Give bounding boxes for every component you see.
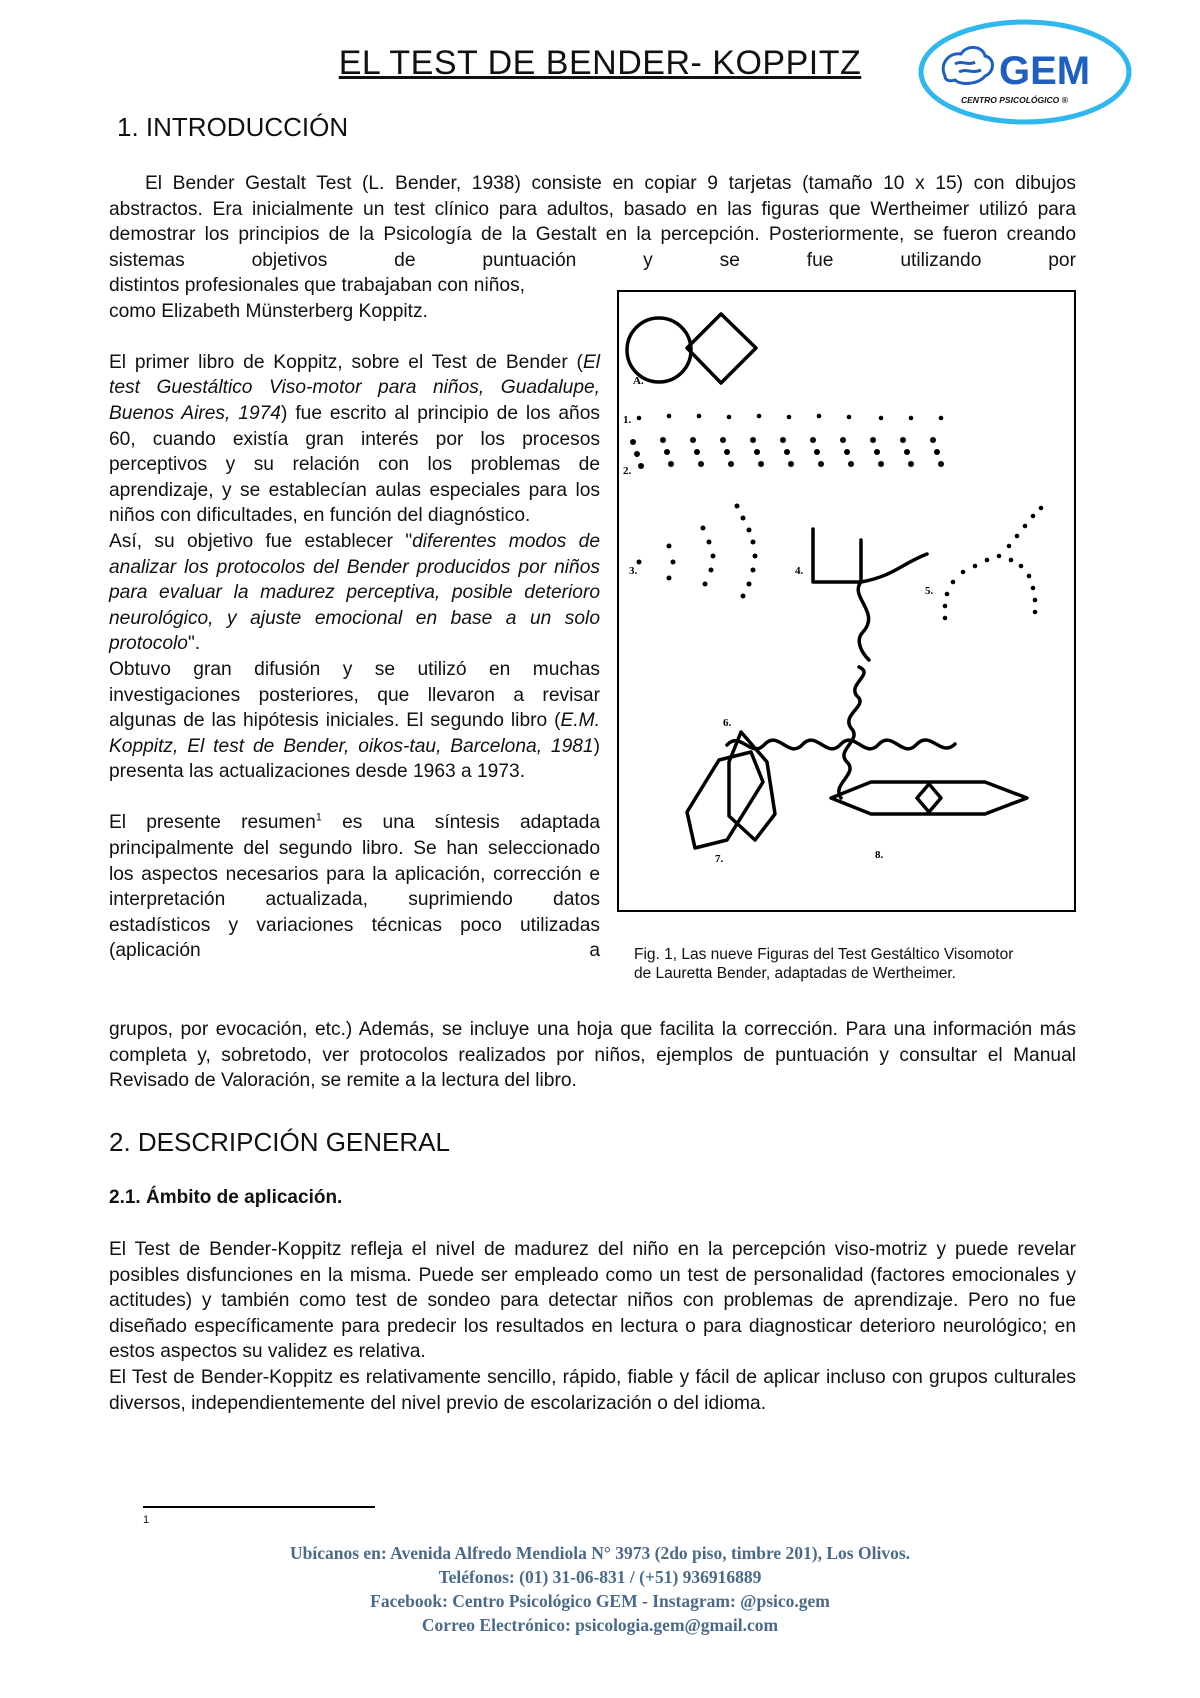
figure-caption: Fig. 1, Las nueve Figuras del Test Gestáltico Visomotor de Lauretta Bender, adaptadas de Wertheimer.: [634, 946, 1014, 982]
p4-text-2: ) presenta las actualizaciones desde 1963 a 1973.: [109, 735, 600, 783]
label-4: 4.: [795, 565, 804, 577]
narrow-line-b: como Elizabeth Münsterberg Koppitz.: [109, 300, 428, 322]
footnote-separator: [143, 1506, 375, 1508]
figure-a-diamond: [687, 314, 756, 383]
label-a: A.: [633, 375, 644, 387]
p2-text-2: ) fue escrito al principio de los años 60, cuando existía gran interés por los procesos perceptivos y su relación con los problemas de aprendizaje, y se establecían aulas especiales para los niños con dificultades, en función del diagnóstico.: [109, 402, 600, 527]
p3-text-2: ".: [187, 633, 201, 655]
closing-paragraph: [109, 1017, 1076, 1094]
section-2-heading: 2. DESCRIPCIÓN GENERAL: [109, 1127, 450, 1157]
p5-text-2: es una síntesis adaptada principalmente del segundo libro. Se han seleccionado los aspectos necesarios para la aplicación, corrección e interpretación actualizada, suprimiendo datos estadísticos y variaciones técnicas poco utilizadas (aplicación a: [109, 812, 600, 962]
figure-8-hexagon: [831, 782, 1027, 814]
label-6: 6.: [723, 717, 732, 729]
label-5: 5.: [925, 585, 934, 597]
label-7: 7.: [715, 853, 724, 865]
figure-5-dots: [943, 506, 1044, 621]
intro-text: El Bender Gestalt Test (L. Bender, 1938) consiste en copiar 9 tarjetas (tamaño 10 x 15) con dibujos abstractos. Era inicialmente un test clínico para adultos, basado en las figuras que Wertheimer utilizó para demostrar los principios de la Psicología de la Gestalt en la percepción. Posteriormente, se fueron creando sistemas objetivos de puntuación y se fue utilizando por: [109, 173, 1076, 271]
spacer: [109, 785, 600, 811]
figure-4-curve: [858, 554, 927, 660]
bender-figures-drawing: [619, 292, 1074, 910]
bender-figures-box: [617, 290, 1076, 912]
label-2: 2.: [623, 465, 632, 477]
paragraph-summary: [109, 810, 600, 964]
section-1-heading: 1. INTRODUCCIÓN: [117, 112, 349, 142]
figure-2-dots: [630, 437, 944, 469]
p4-text-1: Obtuvo gran difusión y se utilizó en muchas investigaciones posteriores, que llevaron a revisar algunas de las hipótesis iniciales. El segundo libro (: [109, 658, 600, 732]
figure-7-hexagon-left: [687, 752, 763, 848]
closing-text: grupos, por evocación, etc.) Además, se incluye una hoja que facilita la corrección. Para una información más completa y, sobretodo, ver protocolos realizados por niños, ejemplos de puntuación y consultar el Manual Revisado de Valoración, se remite a la lectura del libro.: [109, 1019, 1076, 1092]
section-2-body: [109, 1237, 1076, 1416]
footer-email: Correo Electrónico: psicologia.gem@gmail.com: [421, 1615, 779, 1635]
document-title: EL TEST DE BENDER- KOPPITZ: [338, 44, 862, 82]
logo-tagline: CENTRO PSICOLÓGICO ®: [961, 95, 1068, 105]
figure-a-circle: [627, 318, 691, 382]
label-1: 1.: [623, 414, 632, 426]
p5-text-1: El presente resumen: [109, 812, 316, 834]
narrow-column: [109, 273, 600, 964]
section-2-paragraph-2: El Test de Bender-Koppitz es relativamente sencillo, rápido, fiable y fácil de aplicar incluso con grupos culturales diversos, independientemente del nivel previo de escolarización o del idioma.: [109, 1366, 1076, 1414]
figure-1-dots: [637, 414, 944, 421]
figure-6-horizontal-wave: [727, 740, 955, 749]
subsection-2-1-heading: 2.1. Ámbito de aplicación.: [109, 1187, 343, 1208]
figure-3-dots: [637, 504, 758, 599]
paragraph-first-book: [109, 350, 600, 529]
spacer: [109, 324, 600, 350]
footer-phones: Teléfonos: (01) 31-06-831 / (+51) 936916889: [438, 1567, 762, 1587]
p2-book-title: El test Guestáltico Viso-motor para niños, Guadalupe, Buenos Aires, 1974: [109, 351, 600, 424]
paragraph-diffusion: [109, 657, 600, 785]
intro-paragraph: [109, 171, 1076, 273]
footer-social: Facebook: Centro Psicológico GEM - Instagram: @psico.gem: [370, 1591, 830, 1611]
paragraph-objective: [109, 529, 600, 657]
figure-8-diamond: [917, 784, 941, 812]
p4-book-title: E.M. Koppitz, El test de Bender, oikos-tau, Barcelona, 1981: [109, 710, 600, 757]
label-8: 8.: [875, 849, 884, 861]
p3-quote: diferentes modos de analizar los protocolos del Bender producidos por niños para evaluar la madurez perceptiva, posible deterioro neurológico, y ajuste emocional en base a un solo protocolo: [109, 530, 601, 655]
logo-brand: GEM: [999, 49, 1091, 93]
footer-address: Ubícanos en: Avenida Alfredo Mendiola N° 3973 (2do piso, timbre 201), Los Olivos.: [289, 1543, 911, 1563]
narrow-line-a: distintos profesionales que trabajaban con niños,: [109, 275, 526, 296]
footnote-ref: 1: [315, 812, 322, 825]
label-3: 3.: [629, 565, 638, 577]
footnote-number: 1: [143, 1514, 150, 1526]
figure-6-vertical-wave: [839, 667, 864, 798]
page-footer: [0, 1541, 1200, 1637]
p3-text-1: Así, su objetivo fue establecer ": [109, 530, 413, 552]
figure-4-square: [813, 529, 861, 582]
section-2-paragraph-1: El Test de Bender-Koppitz refleja el nivel de madurez del niño en la percepción viso-motriz y puede revelar posibles disfunciones en la misma. Puede ser empleado como un test de personalidad (factores emocionales y actitudes) y también como test de sondeo para detectar niños con problemas de aprendizaje. Pero no fue diseñado específicamente para predecir los resultados en lectura o para diagnosticar deterioro neurológico; en estos aspectos su validez es relativa.: [109, 1239, 1076, 1363]
p2-text-1: El primer libro de Koppitz, sobre el Test de Bender (: [109, 351, 583, 373]
